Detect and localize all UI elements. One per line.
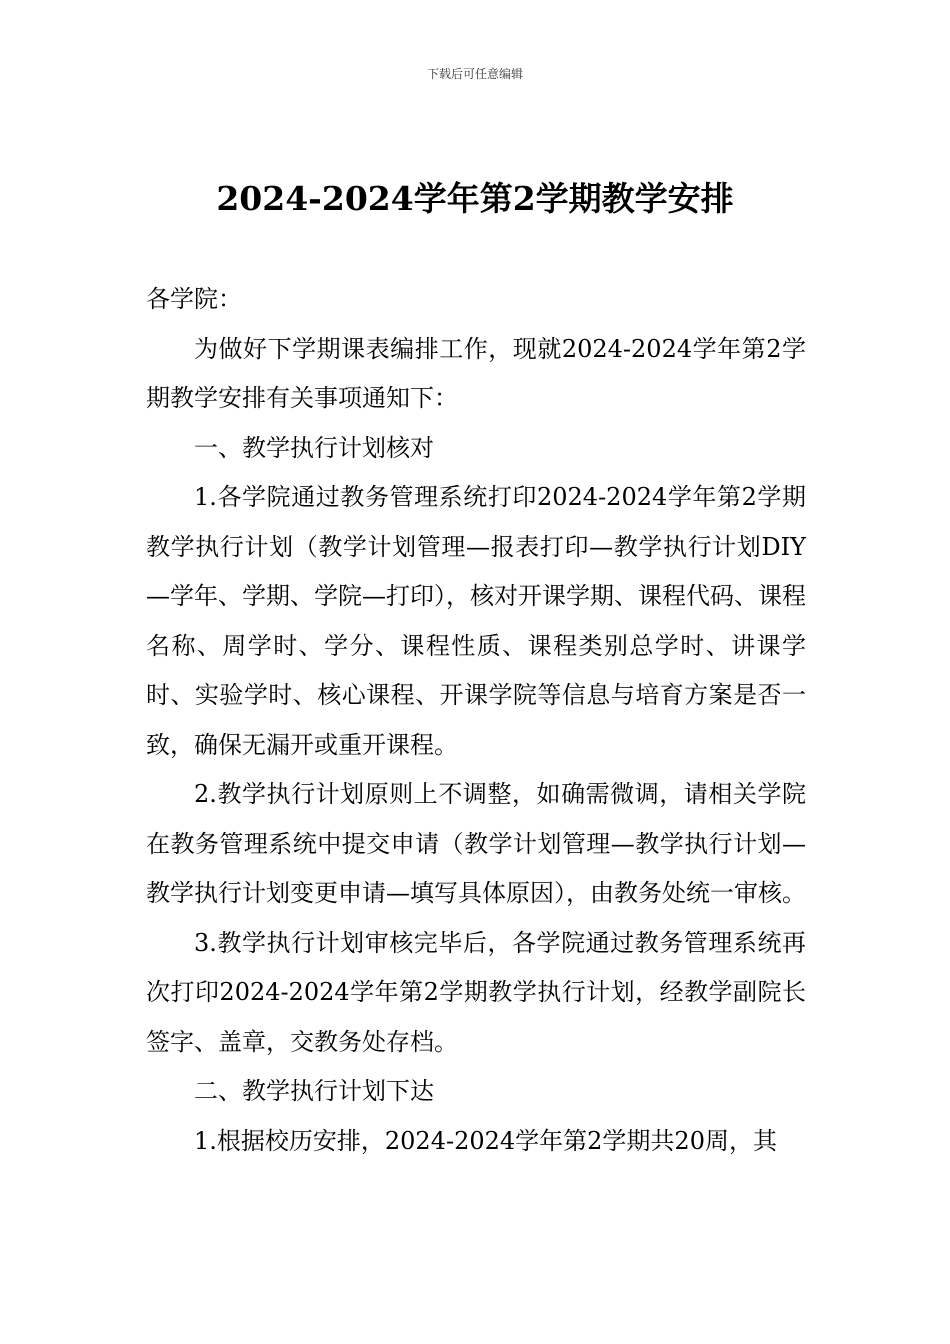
section-2-heading: 二、教学执行计划下达 bbox=[194, 1077, 434, 1105]
document-title: 2024-2024学年第2学期教学安排 bbox=[216, 179, 734, 218]
section-1-heading: 一、教学执行计划核对 bbox=[194, 433, 434, 462]
section-1-item-3: 3.教学执行计划审核完毕后，各学院通过教务管理系统再次打印2024-2024学年第2学期教学执行计划，经教学副院长签字、盖章，交教务处存档。 bbox=[146, 928, 806, 1056]
document-body bbox=[146, 275, 806, 1166]
section-1-item-2: 2.教学执行计划原则上不调整，如确需微调，请相关学院在教务管理系统中提交申请（教学计划管理—教学执行计划—教学执行计划变更申请—填写具体原因），由教务处统一审核。 bbox=[146, 780, 806, 907]
salutation: 各学院： bbox=[146, 285, 242, 313]
page-header-note: 下载后可任意编辑 bbox=[426, 67, 523, 81]
intro-paragraph: 为做好下学期课表编排工作，现就2024-2024学年第2学期教学安排有关事项通知下： bbox=[146, 334, 806, 412]
section-1-item-1: 1.各学院通过教务管理系统打印2024-2024学年第2学期教学执行计划（教学计划管理—报表打印—教学执行计划DIY—学年、学期、学院—打印），核对开课学期、课程代码、课程名称、周学时、学分、课程性质、课程类别总学时、讲课学时、实验学时、核心课程、开课学院等信息与培育方案是否一致，确保无漏开或重开课程。 bbox=[146, 483, 806, 759]
section-2-item-1: 1.根据校历安排，2024-2024学年第2学期共20周，其 bbox=[194, 1126, 777, 1155]
